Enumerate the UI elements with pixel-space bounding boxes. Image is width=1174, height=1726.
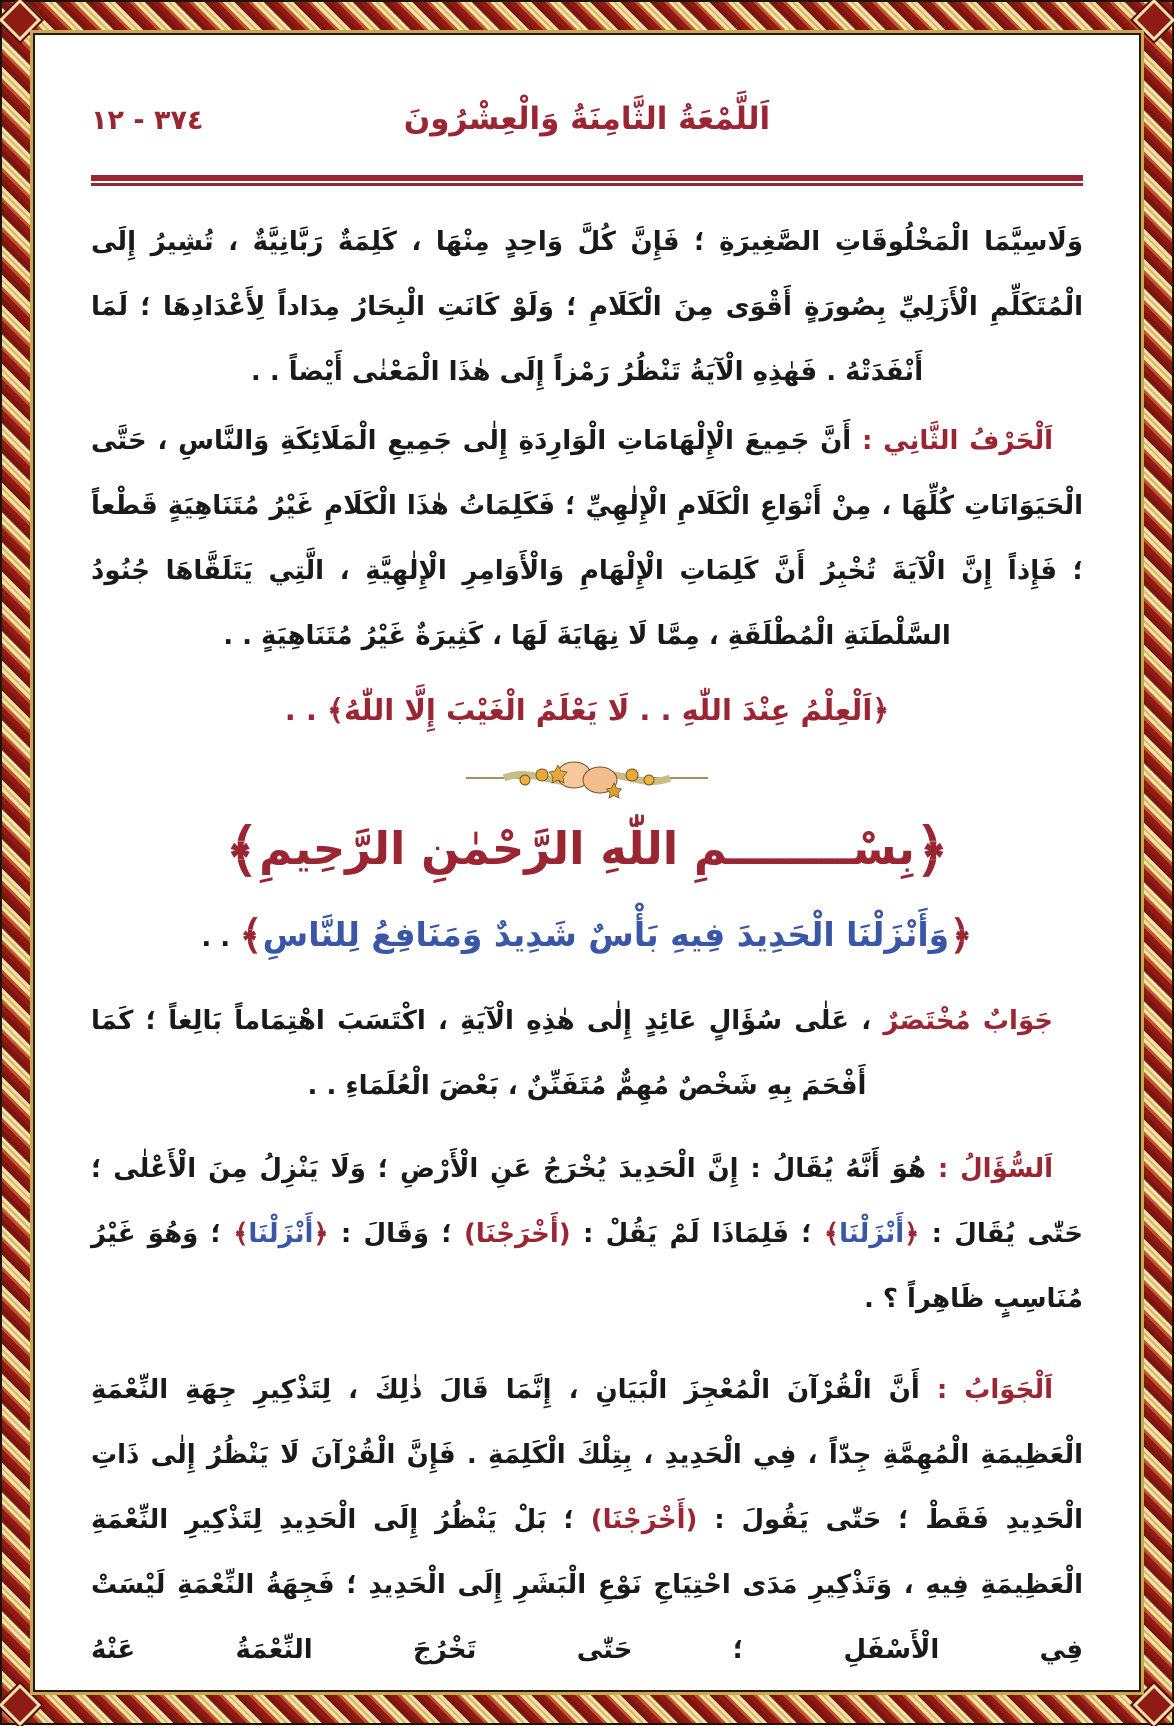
page-header <box>91 87 1083 159</box>
akhrajna-word-2: (أَخْرَجْنَا) <box>590 1505 698 1535</box>
paragraph-second-letter <box>91 409 1083 669</box>
paragraph-brief-answer <box>91 989 1083 1119</box>
floral-divider <box>91 757 1083 799</box>
brief-answer-heading: جَوَابٌ مُخْتَصَرٌ <box>883 1006 1053 1036</box>
iron-verse-text: وَأَنْزَلْنَا الْحَدِيدَ فِيهِ بَأْسٌ شَدِيدٌ وَمَنَافِعُ لِلنَّاسِ <box>262 915 950 954</box>
page-body <box>33 33 1141 1692</box>
brief-answer-body: ، عَلٰى سُؤَالٍ عَائِدٍ إِلٰى هٰذِهِ الْآيَةِ ، اكْتَسَبَ اهْتِمَاماً بَالِغاً ؛ كَمَا أَفْحَمَ بِهِ شَخْصٌ مُهِمٌّ مُتَفَنِّنٌ ، بَعْضَ الْعُلَمَاءِ . . <box>91 1006 884 1101</box>
paragraph-creatures <box>91 210 1083 405</box>
verse-bracket-close-icon: ﴾ <box>239 913 263 959</box>
question-segment-2: ؛ فَلِمَاذَا لَمْ يَقُلْ : <box>570 1219 824 1249</box>
iron-verse <box>91 898 1083 975</box>
page-number: ٣٧٤ - ١٢ <box>91 105 204 136</box>
chapter-title: اَللَّمْعَةُ الثَّامِنَةُ وَالْعِشْرُونَ <box>403 101 771 137</box>
quran-bracket-open-icon: ﴿ <box>313 1219 329 1249</box>
header-double-rule <box>91 175 1083 186</box>
ornate-bracket-close-icon: ﴾ <box>225 816 260 884</box>
ornate-bracket-open-icon: ﴿ <box>914 816 949 884</box>
verse-bracket-open-icon: ﴿ <box>949 913 973 959</box>
second-letter-body: أَنَّ جَمِيعَ الْإِلْهَامَاتِ الْوَارِدَةِ إِلٰى جَمِيعِ الْمَلَائِكَةِ وَالنَّاسِ ، حَتَّى الْحَيَوَانَاتِ كُلِّهَا ، مِنْ أَنْوَاعِ الْكَلَامِ الْإِلٰهِيِّ ؛ فَكَلِمَاتُ هٰذَا الْكَلَامِ غَيْرُ مُتَنَاهِيَةٍ قَطْعاً ؛ فَإِذاً إِنَّ الْآيَةَ تُخْبِرُ أَنَّ كَلِمَاتِ الْإِلْهَامِ وَالْأَوَامِرِ الْإِلٰهِيَّةِ ، الَّتِي يَتَلَقَّاهَا جُنُودُ السَّلْطَنَةِ الْمُطْلَقَةِ ، مِمَّا لَا نِهَايَةَ لَهَا ، كَثِيرَةٌ غَيْرُ مُتَنَاهِيَةٍ . . <box>91 426 1083 651</box>
bismillah-calligraphy <box>91 801 1083 898</box>
answer-heading: اَلْجَوَابُ : <box>919 1375 1053 1405</box>
quran-bracket-close-icon: ﴾ <box>823 1219 840 1249</box>
verse-suffix: . . <box>201 923 240 953</box>
paragraph-answer <box>91 1358 1083 1683</box>
question-segment-4: ؛ وَهُوَ غَيْرُ مُنَاسِبٍ ظَاهِراً ؟ . <box>91 1219 1083 1314</box>
floral-divider-graphic <box>462 757 712 799</box>
quran-bracket-close-icon: ﴾ <box>233 1219 249 1249</box>
quran-bracket-open-icon: ﴿ <box>904 1219 920 1249</box>
anzalna-word-1: أَنْزَلْنَا <box>839 1219 905 1249</box>
answer-segment-1: أَنَّ الْقُرْآنَ الْمُعْجِزَ الْبَيَانِ ، إِنَّمَا قَالَ ذٰلِكَ ، لِتَذْكِيرِ جِهَةِ النِّعْمَةِ الْعَظِيمَةِ الْمُهِمَّةِ جِدّاً ، فِي الْحَدِيدِ ، بِتِلْكَ الْكَلِمَةِ . فَإِنَّ الْقُرْآنَ لَا يَنْظُرُ إِلٰى ذَاتِ الْحَدِيدِ فَقَطْ ؛ حَتّٰى يَقُولَ : <box>91 1375 1083 1535</box>
answer-segment-2: ؛ بَلْ يَنْظُرُ إِلَى الْحَدِيدِ لِتَذْكِيرِ النِّعْمَةِ الْعَظِيمَةِ فِيهِ ، وَتَذْكِيرِ مَدَى احْتِيَاجِ نَوْعِ الْبَشَرِ إِلَى الْحَدِيدِ ؛ فَجِهَةُ النِّعْمَةِ لَيْسَتْ فِي الْأَسْفَلِ ؛ حَتّٰى تَخْرُجَ النِّعْمَةُ عَنْهُ <box>91 1505 1083 1665</box>
question-segment-3: ؛ وَقَالَ : <box>328 1219 464 1249</box>
bismillah-text: بِسْــــــــمِ اللّٰهِ الرَّحْمٰنِ الرَّحِيمِ <box>259 822 915 875</box>
paragraph-question <box>91 1137 1083 1332</box>
akhrajna-word-1: (أَخْرَجْنَا) <box>463 1219 571 1249</box>
question-heading: اَلسُّؤَالُ : <box>925 1154 1054 1184</box>
anzalna-word-2: أَنْزَلْنَا <box>248 1219 314 1249</box>
knowledge-with-allah-quote: ﴿اَلْعِلْمُ عِنْدَ اللّٰهِ . . لَا يَعْلَمُ الْغَيْبَ إِلَّا اللّٰهُ﴾ . . <box>284 693 890 727</box>
paragraph-creatures-text: وَلَاسِيَّمَا الْمَخْلُوقَاتِ الصَّغِيرَةِ ؛ فَإِنَّ كُلَّ وَاحِدٍ مِنْهَا ، كَلِمَةٌ رَبَّانِيَّةٌ ، تُشِيرُ إِلَى الْمُتَكَلِّمِ الْأَزَلِيِّ بِصُورَةٍ أَقْوَى مِنَ الْكَلَامِ ؛ وَلَوْ كَانَتِ الْبِحَارُ مِدَاداً لِأَعْدَادِهَا ؛ لَمَا أَنْفَدَتْهُ . فَهٰذِهِ الْآيَةُ تَنْظُرُ رَمْزاً إِلَى هٰذَا الْمَعْنٰى أَيْضاً . . <box>91 227 1083 387</box>
question-segment-1: هُوَ أَنَّهُ يُقَالُ : إِنَّ الْحَدِيدَ يُخْرَجُ عَنِ الْأَرْضِ ؛ وَلَا يَنْزِلُ مِنَ الْأَعْلٰى ؛ حَتّٰى يُقَالَ : <box>91 1154 1083 1249</box>
second-letter-heading: اَلْحَرْفُ الثَّانِي : <box>851 426 1053 456</box>
